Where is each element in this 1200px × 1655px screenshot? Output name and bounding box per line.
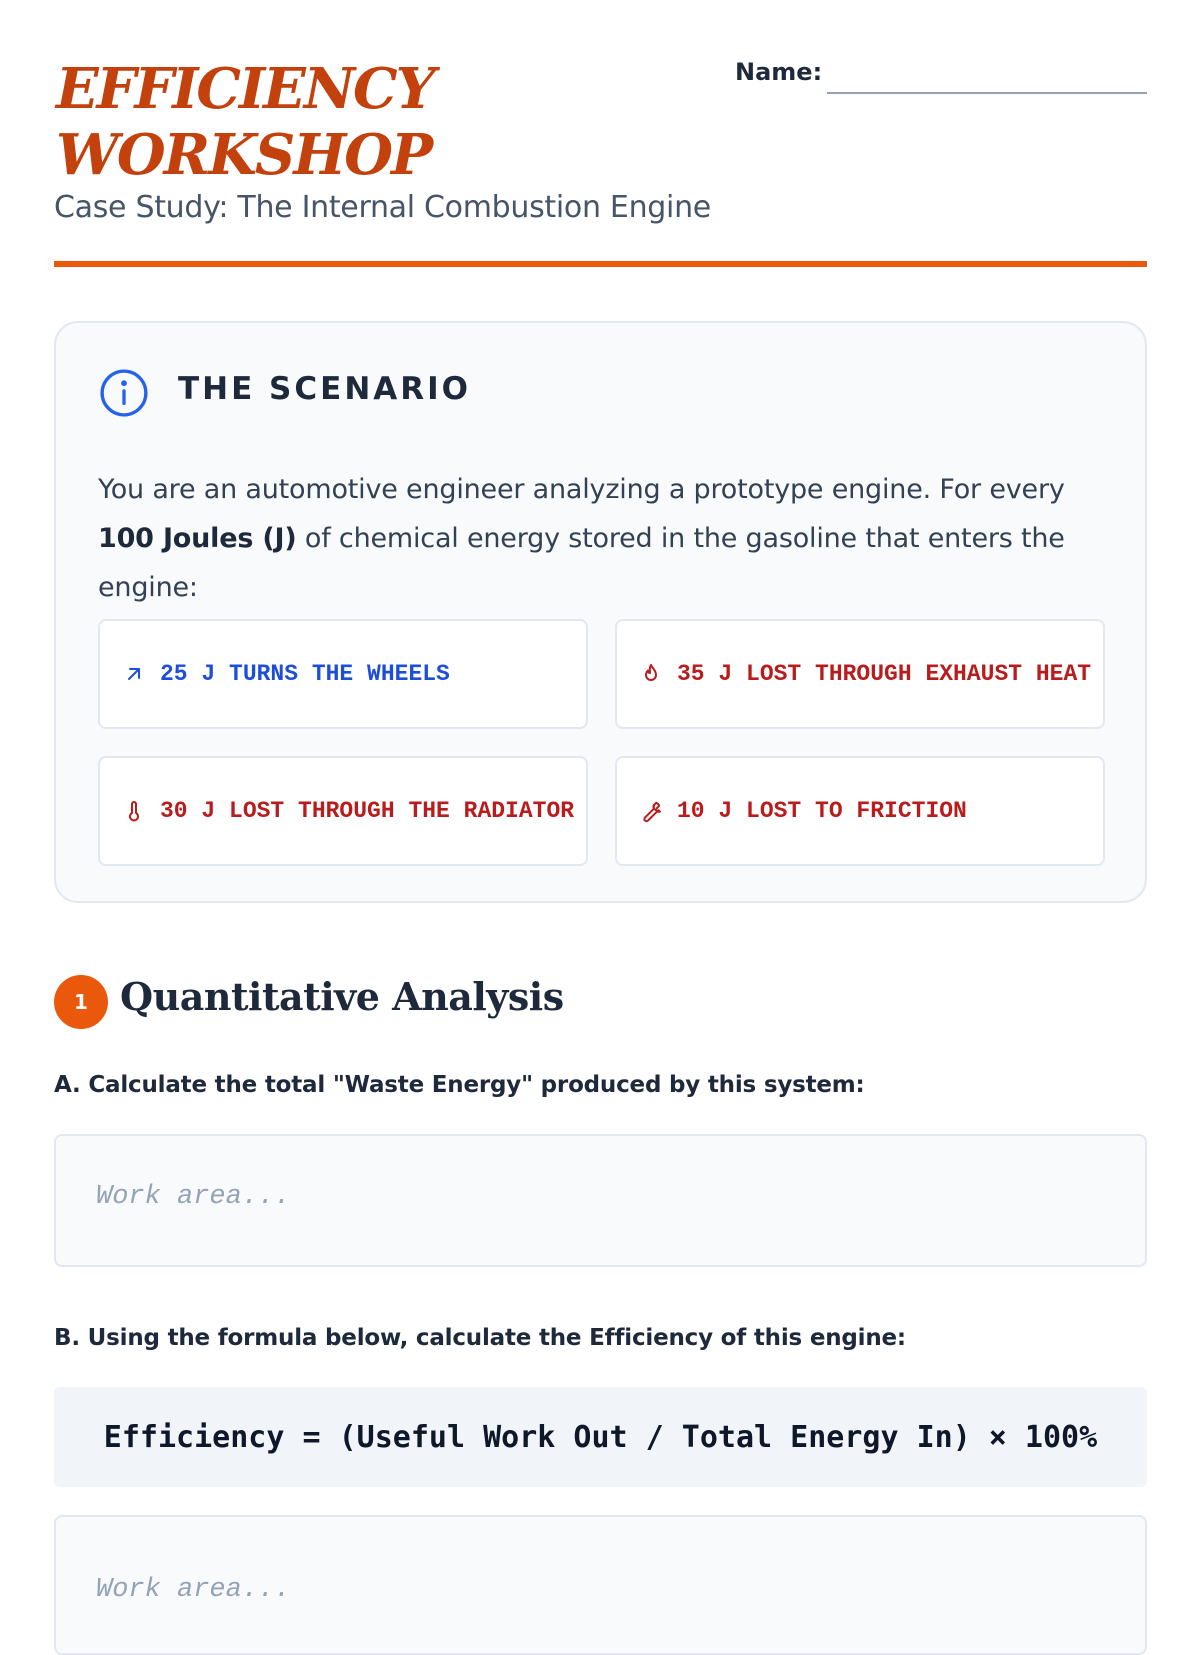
title-line-1: EFFICIENCY: [56, 56, 434, 122]
fact-text: 35 J LOST THROUGH EXHAUST HEAT: [677, 661, 1092, 687]
title-line-2: WORKSHOP: [56, 122, 432, 188]
fact-exhaust-heat: [615, 619, 1105, 729]
fact-text: 25 J TURNS THE WHEELS: [160, 661, 450, 687]
thermometer-icon: [122, 799, 146, 823]
question-b: B. Using the formula below, calculate the Efficiency of this engine:: [54, 1325, 906, 1351]
worksheet-subtitle: Case Study: The Internal Combustion Engine: [54, 190, 711, 225]
work-area-b[interactable]: Work area...: [54, 1515, 1147, 1655]
scenario-heading: THE SCENARIO: [178, 371, 472, 407]
arrow-up-right-icon: [122, 662, 146, 686]
flame-icon: [639, 662, 663, 686]
fact-text: 30 J LOST THROUGH THE RADIATOR: [160, 798, 575, 824]
info-icon: [99, 368, 149, 418]
fact-text: 10 J LOST TO FRICTION: [677, 798, 967, 824]
fact-radiator: [98, 756, 588, 866]
work-area-a[interactable]: Work area...: [54, 1134, 1147, 1267]
efficiency-formula: Efficiency = (Useful Work Out / Total Energy In) × 100%: [54, 1387, 1147, 1487]
scenario-text: [98, 465, 1108, 612]
section-number-badge: 1: [54, 975, 108, 1029]
header-divider: [54, 261, 1147, 267]
wrench-icon: [639, 799, 663, 823]
scenario-text-end: of chemical energy stored in the gasoline that enters the engine:: [98, 523, 1065, 603]
fact-friction: [615, 756, 1105, 866]
name-field[interactable]: [827, 92, 1147, 94]
name-label: Name:: [735, 58, 823, 86]
scenario-card: [54, 321, 1147, 903]
section-title: Quantitative Analysis: [120, 974, 564, 1019]
question-a: A. Calculate the total "Waste Energy" produced by this system:: [54, 1072, 865, 1098]
scenario-text-intro: You are an automotive engineer analyzing a prototype engine. For every: [98, 474, 1065, 505]
scenario-text-energy: 100 Joules (J): [98, 523, 297, 554]
fact-useful-work: [98, 619, 588, 729]
worksheet-title: [56, 56, 496, 188]
